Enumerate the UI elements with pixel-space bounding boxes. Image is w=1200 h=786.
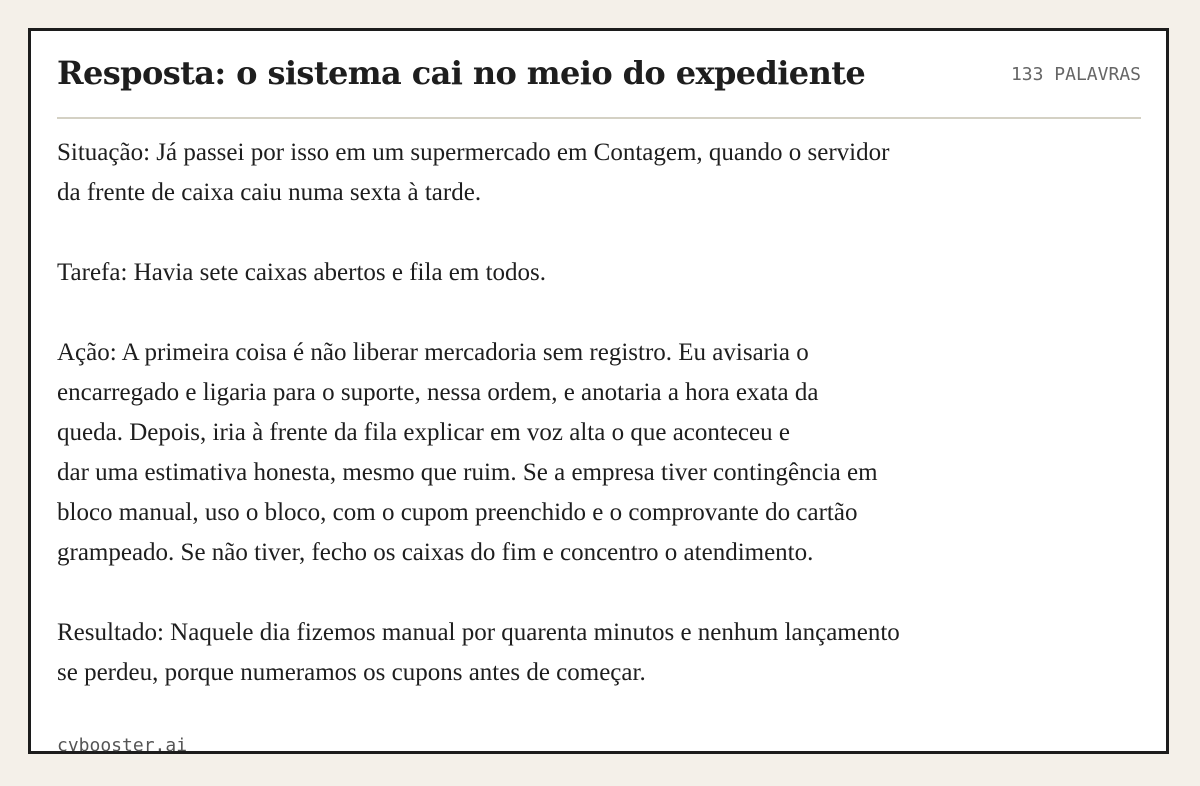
paragraph-resultado [57,613,1137,693]
answer-title: Resposta: o sistema cai no meio do expediente [57,54,866,92]
text-line: encarregado e ligaria para o suporte, nessa ordem, e anotaria a hora exata da [57,379,819,406]
paragraph-tarefa [57,253,1137,293]
text-line: da frente de caixa caiu numa sexta à tarde. [57,179,482,206]
text-line: Tarefa: Havia sete caixas abertos e fila em todos. [57,259,547,286]
text-line: queda. Depois, iria à frente da fila explicar em voz alta o que aconteceu e [57,419,790,446]
text-line: se perdeu, porque numeramos os cupons antes de começar. [57,659,646,686]
brand-footer: cvbooster.ai [57,735,188,756]
paragraph-acao [57,333,1137,573]
answer-card [28,28,1169,754]
text-line: grampeado. Se não tiver, fecho os caixas do fim e concentro o atendimento. [57,539,814,566]
paragraph-situacao [57,133,1137,213]
text-line: dar uma estimativa honesta, mesmo que ruim. Se a empresa tiver contingência em [57,459,878,486]
word-count-badge: 133 PALAVRAS [1010,64,1141,85]
text-line: bloco manual, uso o bloco, com o cupom preenchido e o comprovante do cartão [57,499,858,526]
text-line: Resultado: Naquele dia fizemos manual por quarenta minutos e nenhum lançamento [57,619,900,646]
header-divider [57,117,1141,119]
answer-body [57,133,1137,733]
text-line: Situação: Já passei por isso em um supermercado em Contagem, quando o servidor [57,139,890,166]
text-line: Ação: A primeira coisa é não liberar mercadoria sem registro. Eu avisaria o [57,339,809,366]
